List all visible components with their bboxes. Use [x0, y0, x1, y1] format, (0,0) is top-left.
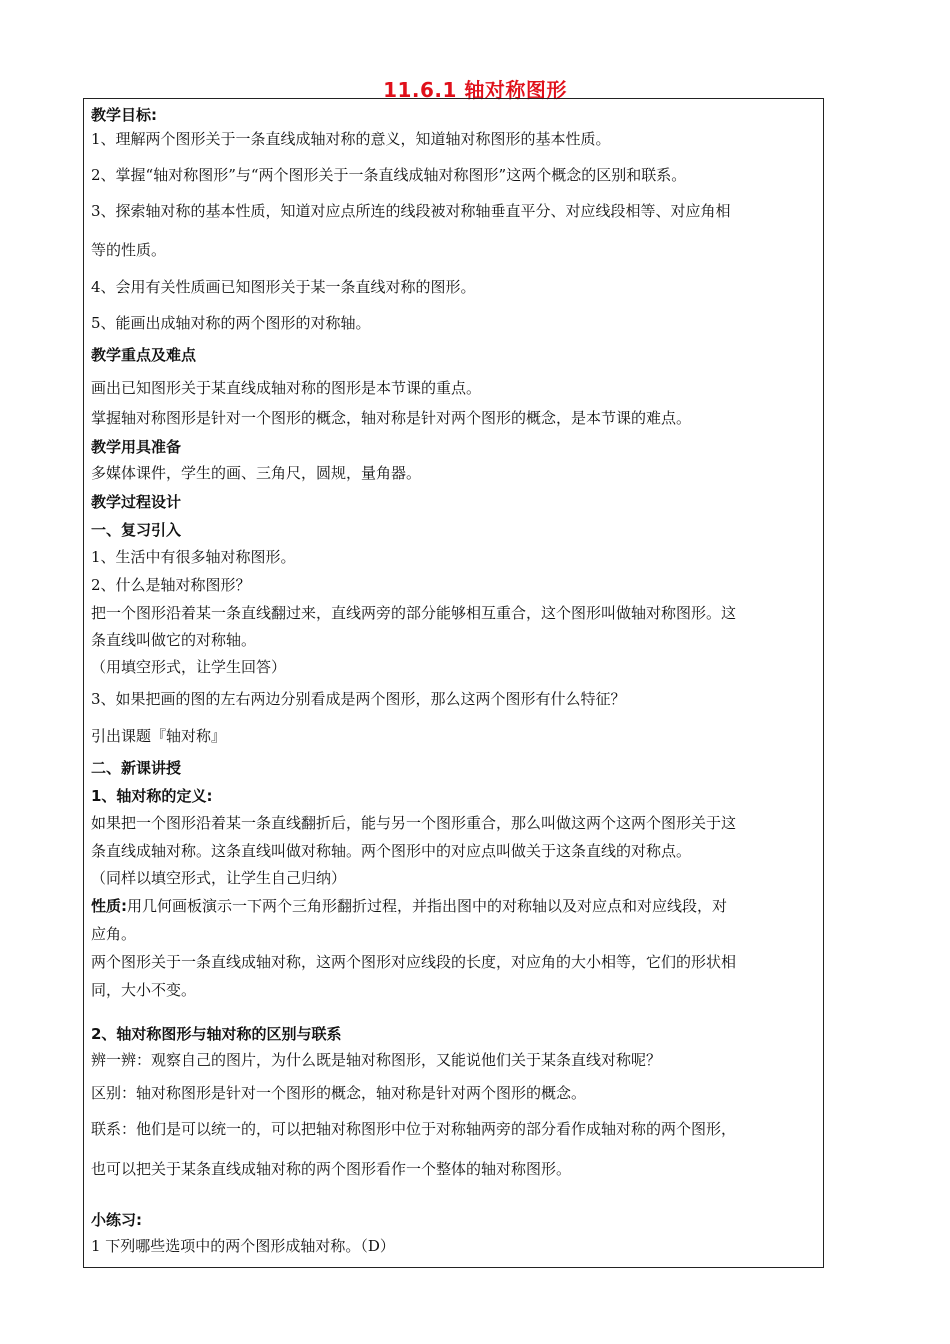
process-heading: 教学过程设计	[91, 493, 182, 511]
key-point-item: 画出已知图形关于某直线成轴对称的图形是本节课的重点。	[91, 379, 482, 397]
key-points-heading: 教学重点及难点	[91, 346, 197, 364]
difference-heading: 2、轴对称图形与轴对称的区别与联系	[91, 1025, 342, 1043]
key-point-item: 掌握轴对称图形是针对一个图形的概念，轴对称是针对两个图形的概念，是本节课的难点。	[91, 409, 692, 427]
goal-item: 3、探索轴对称的基本性质，知道对应点所连的线段被对称轴垂直平分、对应线段相等、对应角相	[91, 202, 731, 220]
definition-heading: 1、轴对称的定义:	[91, 787, 213, 805]
review-line: 引出课题『轴对称』	[91, 727, 227, 745]
goal-item: 5、能画出成轴对称的两个图形的对称轴。	[91, 314, 371, 332]
difference-line: 也可以把关于某条直线成轴对称的两个图形看作一个整体的轴对称图形。	[91, 1160, 572, 1178]
tools-text: 多媒体课件，学生的画、三角尺，圆规，量角器。	[91, 464, 422, 482]
goal-item: 2、掌握“轴对称图形”与“两个图形关于一条直线成轴对称图形”这两个概念的区别和联系。	[91, 166, 687, 184]
review-line: 3、如果把画的图的左右两边分别看成是两个图形，那么这两个图形有什么特征？	[91, 690, 626, 708]
new-lesson-heading: 二、新课讲授	[91, 759, 182, 777]
review-line: 把一个图形沿着某一条直线翻过来，直线两旁的部分能够相互重合，这个图形叫做轴对称图形。这	[91, 604, 737, 622]
review-line: 条直线叫做它的对称轴。	[91, 631, 257, 649]
tools-heading: 教学用具准备	[91, 438, 182, 456]
property-line: 两个图形关于一条直线成轴对称，这两个图形对应线段的长度，对应角的大小相等，它们的形状相	[91, 953, 737, 971]
goal-item: 4、会用有关性质画已知图形关于某一条直线对称的图形。	[91, 278, 476, 296]
review-heading: 一、复习引入	[91, 521, 182, 539]
property-line: 同，大小不变。	[91, 981, 197, 999]
definition-line: 如果把一个图形沿着某一条直线翻折后，能与另一个图形重合，那么叫做这两个这两个图形关于这	[91, 814, 737, 832]
practice-item: 1 下列哪些选项中的两个图形成轴对称。（D）	[91, 1237, 395, 1255]
goals-heading: 教学目标:	[91, 106, 157, 124]
review-line: 1、生活中有很多轴对称图形。	[91, 548, 296, 566]
review-line: （用填空形式，让学生回答）	[91, 658, 287, 676]
property-line	[91, 896, 727, 916]
property-line: 应角。	[91, 925, 137, 943]
difference-line: 区别：轴对称图形是针对一个图形的概念，轴对称是针对两个图形的概念。	[91, 1084, 587, 1102]
definition-line: （同样以填空形式，让学生自己归纳）	[91, 869, 347, 887]
document-title: 11.6.1 轴对称图形	[383, 78, 567, 102]
property-label: 性质:	[91, 897, 127, 915]
practice-heading: 小练习:	[91, 1211, 142, 1229]
review-line: 2、什么是轴对称图形？	[91, 576, 251, 594]
property-text: 用几何画板演示一下两个三角形翻折过程，并指出图中的对称轴以及对应点和对应线段，对	[127, 897, 728, 915]
definition-line: 条直线成轴对称。这条直线叫做对称轴。两个图形中的对应点叫做关于这条直线的对称点。	[91, 842, 692, 860]
goal-item: 等的性质。	[91, 241, 167, 259]
difference-line: 辨一辨：观察自己的图片，为什么既是轴对称图形，又能说他们关于某条直线对称呢？	[91, 1051, 662, 1069]
difference-line: 联系：他们是可以统一的，可以把轴对称图形中位于对称轴两旁的部分看作成轴对称的两个图形，	[91, 1120, 737, 1138]
goal-item: 1、理解两个图形关于一条直线成轴对称的意义，知道轴对称图形的基本性质。	[91, 130, 611, 148]
